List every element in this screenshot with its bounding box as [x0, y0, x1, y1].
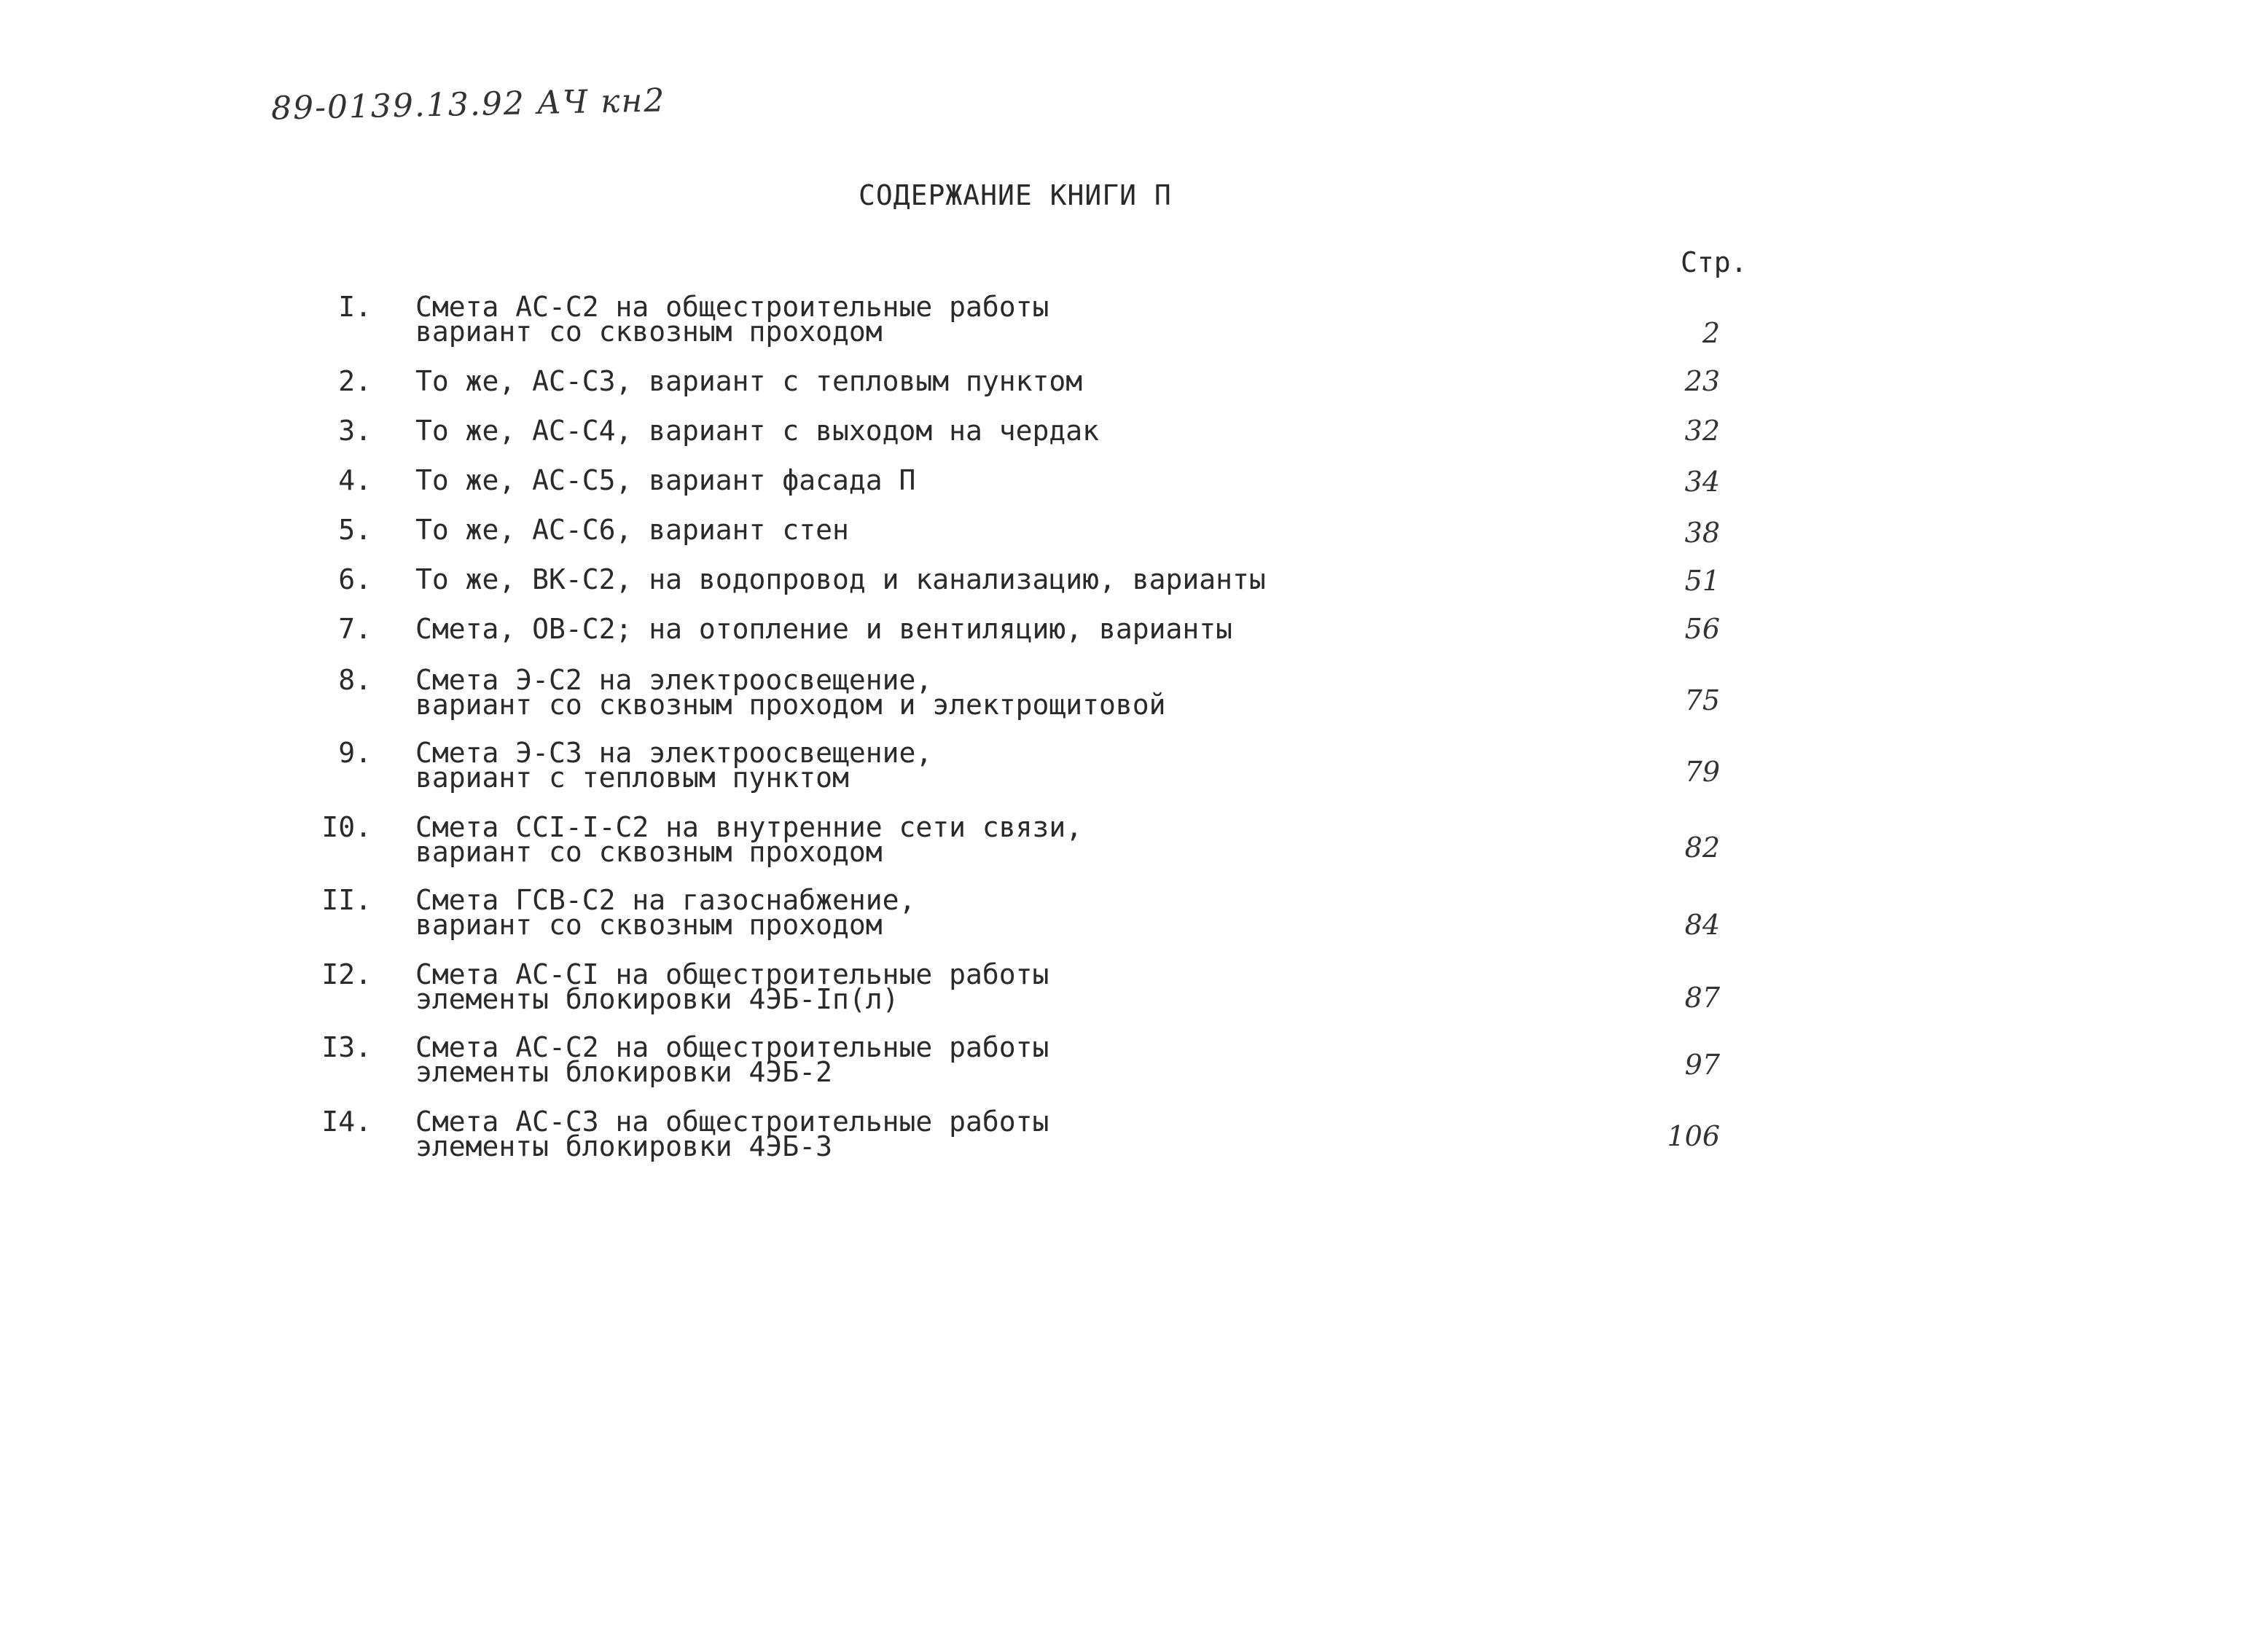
toc-entry-text: [415, 1106, 1049, 1162]
toc-entry-text: [415, 958, 1049, 1015]
toc-entry-number: 7.: [338, 613, 372, 645]
toc-entry-line-1: То же, АС-С6, вариант стен: [415, 514, 849, 546]
toc-entry-number: I0.: [321, 811, 372, 843]
page-column-header: Стр.: [1681, 246, 1748, 278]
toc-entry-text: [415, 811, 1083, 868]
toc-entry-text: [415, 664, 1166, 721]
toc-entry-line-1: Смета АС-С2 на общестроительные работы: [415, 1031, 1049, 1063]
toc-entry-line-1: Смета ССI-I-С2 на внутренние сети связи,: [415, 811, 1083, 843]
toc-entry-number: 4.: [338, 464, 372, 496]
toc-entry-line-1: То же, АС-С3, вариант с тепловым пунктом: [415, 365, 1083, 397]
toc-entry-number: 5.: [338, 514, 372, 546]
toc-entry-line-2: элементы блокировки 4ЭБ-3: [415, 1130, 832, 1162]
toc-entry-line-1: Смета ГСВ-С2 на газоснабжение,: [415, 884, 916, 916]
toc-entry-text: [415, 1031, 1049, 1088]
toc-entry-line-1: Смета АС-С2 на общестроительные работы: [415, 291, 1049, 323]
toc-entry-line-2: элементы блокировки 4ЭБ-2: [415, 1056, 832, 1088]
toc-entry-line-1: То же, АС-С5, вариант фасада П: [415, 464, 916, 496]
toc-entry-text: [415, 464, 916, 496]
toc-entry-line-1: Смета Э-С3 на электроосвещение,: [415, 737, 933, 769]
toc-entry-page: 56: [1684, 613, 1720, 645]
toc-entry-number: I.: [338, 291, 372, 323]
toc-entry-text: [415, 737, 933, 794]
toc-entry-line-1: То же, ВК-С2, на водопровод и канализацию, варианты: [415, 563, 1266, 595]
toc-entry-page: 106: [1667, 1120, 1720, 1152]
toc-entry-line-2: вариант со сквозным проходом: [415, 909, 883, 941]
toc-entry-line-1: Смета, ОВ-С2; на отопление и вентиляцию, варианты: [415, 613, 1233, 645]
handwritten-document-code: 89-0139.13.92 АЧ кн2: [270, 82, 666, 128]
toc-entry-page: 34: [1684, 466, 1720, 498]
toc-entry-number: I2.: [321, 958, 372, 990]
toc-entry-text: [415, 563, 1266, 595]
toc-entry-line-1: Смета АС-СI на общестроительные работы: [415, 958, 1049, 990]
toc-entry-line-1: Смета Э-С2 на электроосвещение,: [415, 664, 933, 696]
toc-entry-line-1: Смета АС-С3 на общестроительные работы: [415, 1106, 1049, 1138]
toc-entry-page: 51: [1684, 565, 1720, 597]
toc-entry-number: 8.: [338, 664, 372, 696]
toc-entry-page: 97: [1684, 1049, 1720, 1081]
toc-entry-line-2: элементы блокировки 4ЭБ-Iп(л): [415, 983, 899, 1015]
toc-entry-number: I3.: [321, 1031, 372, 1063]
toc-entry-number: II.: [321, 884, 372, 916]
toc-entry-text: [415, 365, 1083, 397]
toc-entry-number: 6.: [338, 563, 372, 595]
toc-entry-page: 32: [1684, 415, 1720, 447]
toc-entry-text: [415, 884, 916, 941]
toc-entry-page: 87: [1684, 982, 1720, 1014]
toc-entry-page: 82: [1684, 832, 1720, 864]
toc-entry-number: I4.: [321, 1106, 372, 1138]
toc-entry-text: [415, 514, 849, 546]
toc-entry-page: 79: [1684, 756, 1720, 788]
toc-entry-page: 84: [1684, 909, 1720, 941]
toc-entry-number: 3.: [338, 415, 372, 447]
toc-entry-text: [415, 613, 1233, 645]
toc-entry-line-2: вариант со сквозным проходом и электрощитовой: [415, 689, 1166, 721]
toc-entry-text: [415, 415, 1099, 447]
toc-entry-line-2: вариант с тепловым пунктом: [415, 762, 849, 794]
toc-entry-page: 2: [1702, 317, 1720, 349]
page-title: СОДЕРЖАНИЕ КНИГИ П: [859, 179, 1172, 211]
toc-entry-line-2: вариант со сквозным проходом: [415, 836, 883, 868]
toc-entry-text: [415, 291, 1049, 348]
toc-entry-page: 75: [1684, 684, 1720, 716]
toc-entry-page: 23: [1684, 365, 1720, 397]
toc-entry-line-2: вариант со сквозным проходом: [415, 316, 883, 348]
toc-entry-line-1: То же, АС-С4, вариант с выходом на чердак: [415, 415, 1099, 447]
toc-entry-number: 2.: [338, 365, 372, 397]
toc-entry-page: 38: [1684, 517, 1720, 549]
toc-entry-number: 9.: [338, 737, 372, 769]
